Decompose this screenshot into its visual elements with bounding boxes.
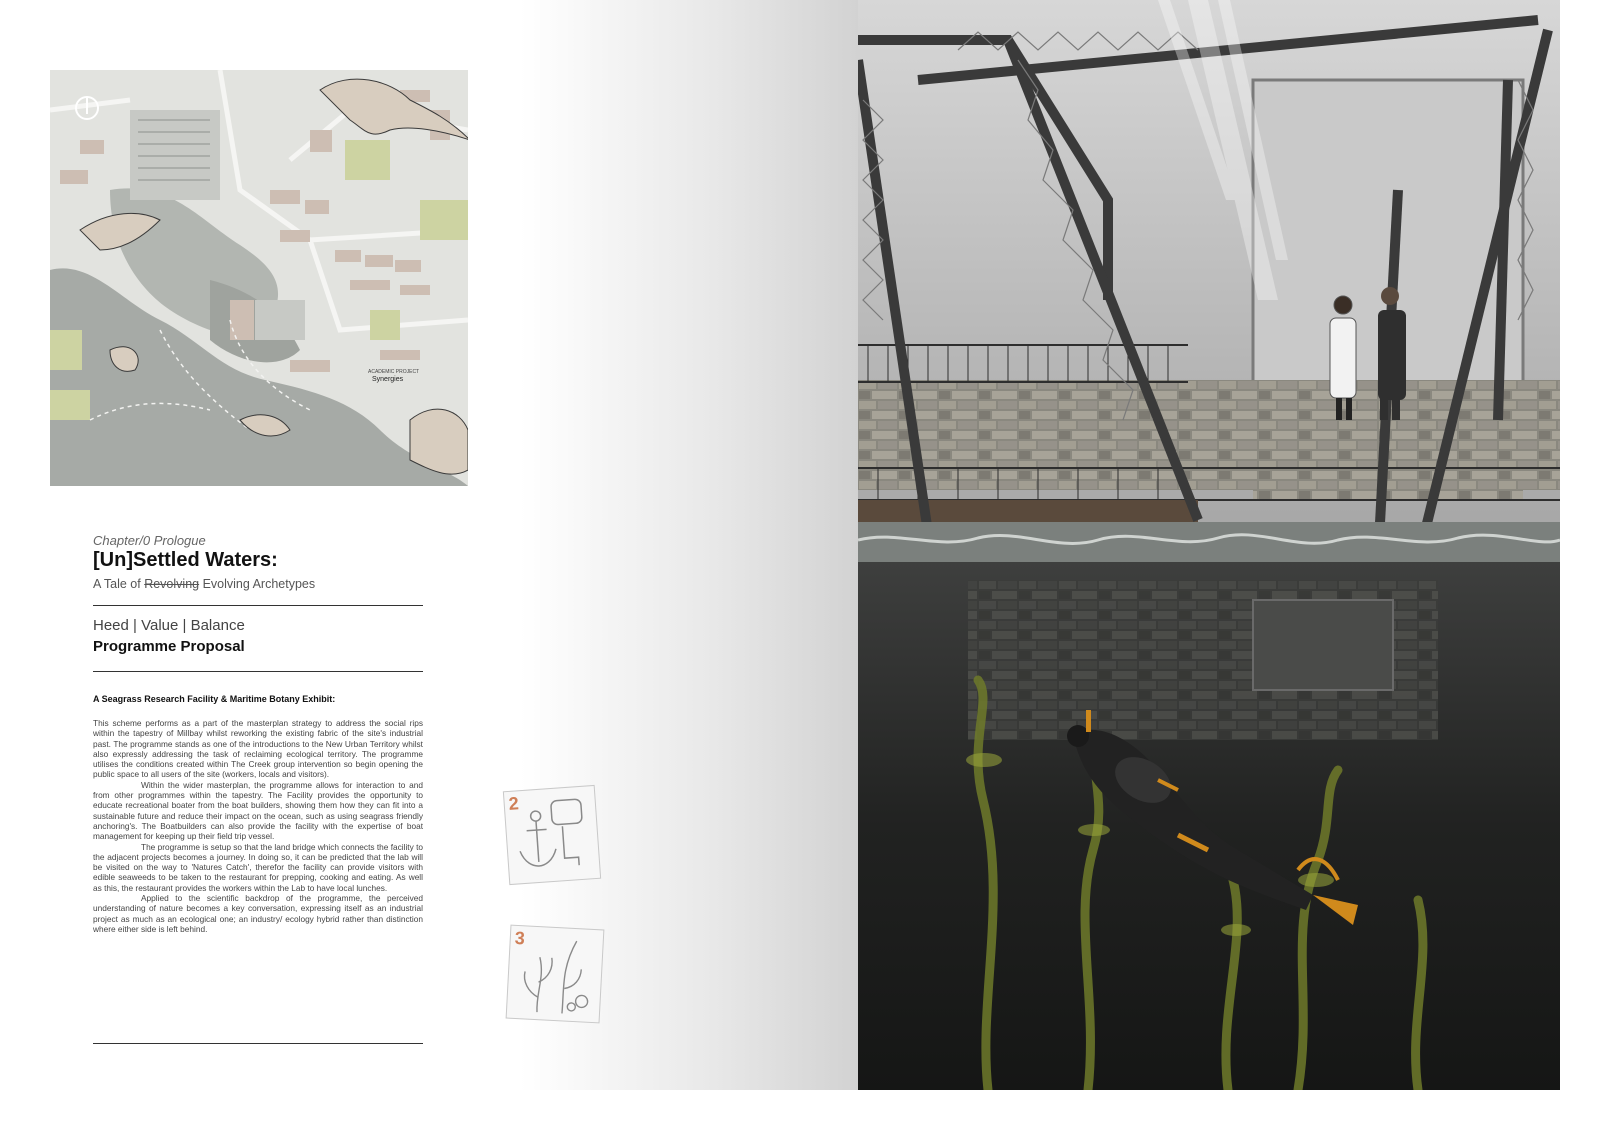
facility-heading: A Seagrass Research Facility & Maritime Botany Exhibit: xyxy=(93,694,336,704)
gradient-band xyxy=(520,0,860,1090)
subtitle-struck-word: Revolving xyxy=(144,577,200,591)
page-title: [Un]Settled Waters: xyxy=(93,549,278,571)
paragraph-3: The programme is setup so that the land bridge which connects the facility to the adjacent projects becomes a journey. In doing so, it can be predicted that the lab will be visited on the way to 'Natures Catch', therefor the facility can provide visitors with edible seaweeds to be taken to the restaurant for prepping, cooking and eating. As well as this, the restaurant provides the workers within the Lab to have local lunches. xyxy=(93,841,423,893)
values-line: Heed | Value | Balance xyxy=(93,617,245,634)
map-label-small: ACADEMIC PROJECT xyxy=(368,369,420,375)
section-heading: Programme Proposal xyxy=(93,638,245,655)
subtitle-prefix: A Tale of xyxy=(93,577,145,591)
chapter-label: Chapter/0 Prologue xyxy=(93,533,206,548)
sketch-number-2: 2 xyxy=(508,793,520,814)
paragraph-2: Within the wider masterplan, the programme allows for interaction to and from other programmes within the tapestry. The Facility provides the opportunity to educate recreational boater from the boat builders, showing them how they can fit into a sustainable future and reduce their impact on the ocean, such as using seagrass friendly anchoring's. The Boatbuilders can also provide the facility with the expertise of boat management for keeping up their field trip vessel. xyxy=(93,779,423,842)
divider-2 xyxy=(93,671,423,672)
sketch-card-2 xyxy=(503,785,601,885)
paragraph-4: Applied to the scientific backdrop of the programme, the perceived understanding of nature becomes a key conversation, expressing itself as an industrial project as much as an ecological one; an industry/ ecology hybrid rather than distinction where either side is left behind. xyxy=(93,893,423,934)
divider-3 xyxy=(93,1043,423,1044)
paragraph-1: This scheme performs as a part of the masterplan strategy to address the social rips within the tapestry of Millbay whilst reworking the existing fabric of the site's industrial past. The programme stands as one of the introductions to the New Urban Territory whilst also expressly addressing the task of reclaiming ecological territory. The programme utilises the conditions created within The Creek group intervention so begin opening the public space to all users of the site (workers, locals and visitors). xyxy=(93,718,423,780)
map-label: Synergies xyxy=(372,376,404,383)
subtitle-suffix: Evolving Archetypes xyxy=(199,577,316,591)
render-illustration xyxy=(858,0,1560,1090)
sketch-card-3 xyxy=(506,925,605,1024)
subtitle xyxy=(93,577,423,591)
site-map xyxy=(50,70,468,486)
body-text xyxy=(93,718,423,934)
divider-1 xyxy=(93,605,423,606)
sketch-number-3: 3 xyxy=(514,927,526,949)
